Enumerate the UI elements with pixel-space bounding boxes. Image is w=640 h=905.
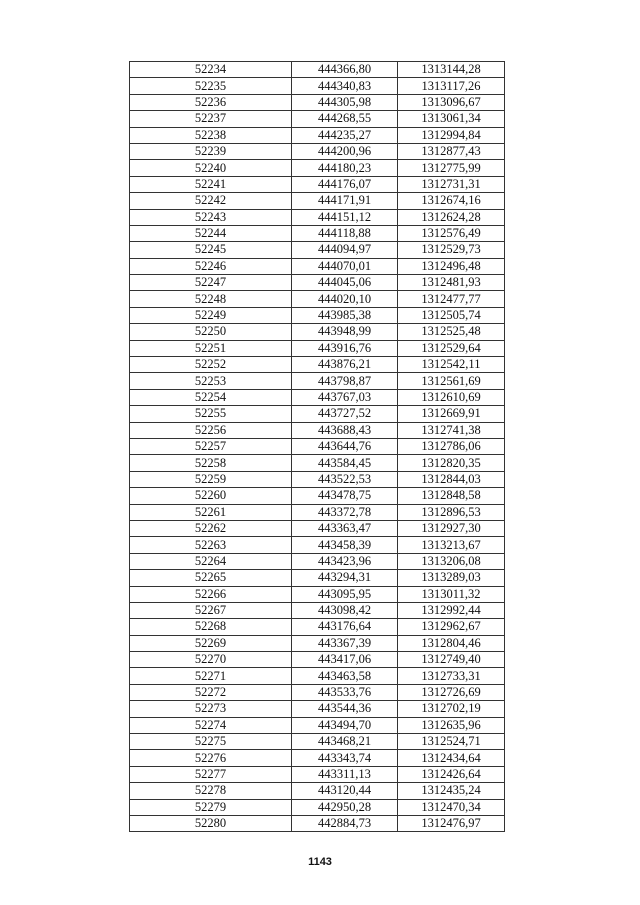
- y-coordinate-cell: 1312731,31: [398, 176, 505, 192]
- table-row: [130, 652, 505, 668]
- point-id-cell: 52245: [130, 242, 292, 258]
- table-row: [130, 225, 505, 241]
- y-coordinate-cell: 1312529,64: [398, 340, 505, 356]
- x-coordinate-cell: 443417,06: [292, 652, 398, 668]
- y-coordinate-cell: 1312576,49: [398, 225, 505, 241]
- table-row: [130, 488, 505, 504]
- y-coordinate-cell: 1313144,28: [398, 62, 505, 78]
- x-coordinate-cell: 444268,55: [292, 111, 398, 127]
- y-coordinate-cell: 1312848,58: [398, 488, 505, 504]
- table-row: [130, 422, 505, 438]
- table-row: [130, 815, 505, 831]
- y-coordinate-cell: 1312542,11: [398, 357, 505, 373]
- y-coordinate-cell: 1312426,64: [398, 766, 505, 782]
- x-coordinate-cell: 444070,01: [292, 258, 398, 274]
- x-coordinate-cell: 443644,76: [292, 438, 398, 454]
- y-coordinate-cell: 1312674,16: [398, 193, 505, 209]
- table-row: [130, 520, 505, 536]
- point-id-cell: 52241: [130, 176, 292, 192]
- y-coordinate-cell: 1313011,32: [398, 586, 505, 602]
- x-coordinate-cell: 443948,99: [292, 324, 398, 340]
- point-id-cell: 52274: [130, 717, 292, 733]
- point-id-cell: 52251: [130, 340, 292, 356]
- coordinates-table: [129, 61, 505, 832]
- table-row: [130, 717, 505, 733]
- x-coordinate-cell: 444045,06: [292, 275, 398, 291]
- table-row: [130, 471, 505, 487]
- y-coordinate-cell: 1312435,24: [398, 783, 505, 799]
- y-coordinate-cell: 1313206,08: [398, 553, 505, 569]
- y-coordinate-cell: 1312434,64: [398, 750, 505, 766]
- y-coordinate-cell: 1312804,46: [398, 635, 505, 651]
- table-row: [130, 340, 505, 356]
- x-coordinate-cell: 444020,10: [292, 291, 398, 307]
- y-coordinate-cell: 1313213,67: [398, 537, 505, 553]
- point-id-cell: 52244: [130, 225, 292, 241]
- y-coordinate-cell: 1312635,96: [398, 717, 505, 733]
- x-coordinate-cell: 443468,21: [292, 734, 398, 750]
- table-row: [130, 684, 505, 700]
- x-coordinate-cell: 444094,97: [292, 242, 398, 258]
- y-coordinate-cell: 1312525,48: [398, 324, 505, 340]
- x-coordinate-cell: 442950,28: [292, 799, 398, 815]
- point-id-cell: 52280: [130, 815, 292, 831]
- y-coordinate-cell: 1312476,97: [398, 815, 505, 831]
- point-id-cell: 52269: [130, 635, 292, 651]
- y-coordinate-cell: 1312992,44: [398, 602, 505, 618]
- x-coordinate-cell: 444151,12: [292, 209, 398, 225]
- x-coordinate-cell: 443798,87: [292, 373, 398, 389]
- x-coordinate-cell: 443478,75: [292, 488, 398, 504]
- page-number: 1143: [308, 856, 332, 868]
- table-row: [130, 143, 505, 159]
- table-row: [130, 668, 505, 684]
- x-coordinate-cell: 443463,58: [292, 668, 398, 684]
- y-coordinate-cell: 1312726,69: [398, 684, 505, 700]
- x-coordinate-cell: 442884,73: [292, 815, 398, 831]
- y-coordinate-cell: 1312927,30: [398, 520, 505, 536]
- x-coordinate-cell: 444171,91: [292, 193, 398, 209]
- point-id-cell: 52248: [130, 291, 292, 307]
- x-coordinate-cell: 443584,45: [292, 455, 398, 471]
- table-row: [130, 373, 505, 389]
- point-id-cell: 52255: [130, 406, 292, 422]
- table-row: [130, 62, 505, 78]
- x-coordinate-cell: 443372,78: [292, 504, 398, 520]
- x-coordinate-cell: 443533,76: [292, 684, 398, 700]
- y-coordinate-cell: 1312844,03: [398, 471, 505, 487]
- point-id-cell: 52234: [130, 62, 292, 78]
- point-id-cell: 52265: [130, 570, 292, 586]
- x-coordinate-cell: 443176,64: [292, 619, 398, 635]
- y-coordinate-cell: 1312994,84: [398, 127, 505, 143]
- y-coordinate-cell: 1313117,26: [398, 78, 505, 94]
- x-coordinate-cell: 444118,88: [292, 225, 398, 241]
- y-coordinate-cell: 1313096,67: [398, 94, 505, 110]
- point-id-cell: 52254: [130, 389, 292, 405]
- x-coordinate-cell: 443688,43: [292, 422, 398, 438]
- table-row: [130, 242, 505, 258]
- point-id-cell: 52237: [130, 111, 292, 127]
- x-coordinate-cell: 443985,38: [292, 307, 398, 323]
- x-coordinate-cell: 444235,27: [292, 127, 398, 143]
- y-coordinate-cell: 1312775,99: [398, 160, 505, 176]
- table-row: [130, 570, 505, 586]
- point-id-cell: 52256: [130, 422, 292, 438]
- x-coordinate-cell: 443544,36: [292, 701, 398, 717]
- table-row: [130, 291, 505, 307]
- point-id-cell: 52260: [130, 488, 292, 504]
- table-row: [130, 78, 505, 94]
- x-coordinate-cell: 443876,21: [292, 357, 398, 373]
- point-id-cell: 52276: [130, 750, 292, 766]
- point-id-cell: 52263: [130, 537, 292, 553]
- point-id-cell: 52243: [130, 209, 292, 225]
- table-row: [130, 504, 505, 520]
- table-row: [130, 635, 505, 651]
- x-coordinate-cell: 443294,31: [292, 570, 398, 586]
- point-id-cell: 52278: [130, 783, 292, 799]
- point-id-cell: 52272: [130, 684, 292, 700]
- y-coordinate-cell: 1312702,19: [398, 701, 505, 717]
- table-row: [130, 176, 505, 192]
- x-coordinate-cell: 443727,52: [292, 406, 398, 422]
- y-coordinate-cell: 1312477,77: [398, 291, 505, 307]
- y-coordinate-cell: 1312820,35: [398, 455, 505, 471]
- y-coordinate-cell: 1312962,67: [398, 619, 505, 635]
- y-coordinate-cell: 1312481,93: [398, 275, 505, 291]
- point-id-cell: 52239: [130, 143, 292, 159]
- x-coordinate-cell: 443311,13: [292, 766, 398, 782]
- table-row: [130, 389, 505, 405]
- point-id-cell: 52240: [130, 160, 292, 176]
- point-id-cell: 52268: [130, 619, 292, 635]
- point-id-cell: 52257: [130, 438, 292, 454]
- x-coordinate-cell: 444180,23: [292, 160, 398, 176]
- table-row: [130, 275, 505, 291]
- point-id-cell: 52262: [130, 520, 292, 536]
- table-row: [130, 537, 505, 553]
- x-coordinate-cell: 444366,80: [292, 62, 398, 78]
- point-id-cell: 52279: [130, 799, 292, 815]
- y-coordinate-cell: 1312624,28: [398, 209, 505, 225]
- point-id-cell: 52275: [130, 734, 292, 750]
- table-row: [130, 783, 505, 799]
- point-id-cell: 52249: [130, 307, 292, 323]
- table-row: [130, 111, 505, 127]
- point-id-cell: 52247: [130, 275, 292, 291]
- x-coordinate-cell: 443423,96: [292, 553, 398, 569]
- table-row: [130, 602, 505, 618]
- y-coordinate-cell: 1312610,69: [398, 389, 505, 405]
- table-row: [130, 553, 505, 569]
- x-coordinate-cell: 444176,07: [292, 176, 398, 192]
- y-coordinate-cell: 1312505,74: [398, 307, 505, 323]
- point-id-cell: 52267: [130, 602, 292, 618]
- table-row: [130, 586, 505, 602]
- point-id-cell: 52253: [130, 373, 292, 389]
- table-row: [130, 193, 505, 209]
- point-id-cell: 52270: [130, 652, 292, 668]
- table-row: [130, 307, 505, 323]
- point-id-cell: 52238: [130, 127, 292, 143]
- x-coordinate-cell: 443494,70: [292, 717, 398, 733]
- coordinates-table-body: [130, 62, 505, 832]
- point-id-cell: 52261: [130, 504, 292, 520]
- y-coordinate-cell: 1312529,73: [398, 242, 505, 258]
- x-coordinate-cell: 443120,44: [292, 783, 398, 799]
- x-coordinate-cell: 443343,74: [292, 750, 398, 766]
- y-coordinate-cell: 1312896,53: [398, 504, 505, 520]
- y-coordinate-cell: 1312561,69: [398, 373, 505, 389]
- table-row: [130, 160, 505, 176]
- point-id-cell: 52264: [130, 553, 292, 569]
- point-id-cell: 52273: [130, 701, 292, 717]
- y-coordinate-cell: 1312786,06: [398, 438, 505, 454]
- y-coordinate-cell: 1312741,38: [398, 422, 505, 438]
- x-coordinate-cell: 443098,42: [292, 602, 398, 618]
- point-id-cell: 52259: [130, 471, 292, 487]
- y-coordinate-cell: 1312877,43: [398, 143, 505, 159]
- x-coordinate-cell: 444340,83: [292, 78, 398, 94]
- y-coordinate-cell: 1312496,48: [398, 258, 505, 274]
- table-row: [130, 750, 505, 766]
- table-row: [130, 799, 505, 815]
- point-id-cell: 52266: [130, 586, 292, 602]
- y-coordinate-cell: 1312470,34: [398, 799, 505, 815]
- x-coordinate-cell: 443458,39: [292, 537, 398, 553]
- x-coordinate-cell: 444305,98: [292, 94, 398, 110]
- table-row: [130, 258, 505, 274]
- table-row: [130, 619, 505, 635]
- y-coordinate-cell: 1312749,40: [398, 652, 505, 668]
- y-coordinate-cell: 1312733,31: [398, 668, 505, 684]
- point-id-cell: 52236: [130, 94, 292, 110]
- point-id-cell: 52235: [130, 78, 292, 94]
- point-id-cell: 52250: [130, 324, 292, 340]
- table-row: [130, 127, 505, 143]
- table-row: [130, 734, 505, 750]
- table-row: [130, 324, 505, 340]
- point-id-cell: 52252: [130, 357, 292, 373]
- y-coordinate-cell: 1312669,91: [398, 406, 505, 422]
- table-row: [130, 455, 505, 471]
- y-coordinate-cell: 1312524,71: [398, 734, 505, 750]
- table-row: [130, 438, 505, 454]
- table-row: [130, 406, 505, 422]
- point-id-cell: 52258: [130, 455, 292, 471]
- x-coordinate-cell: 443095,95: [292, 586, 398, 602]
- table-row: [130, 357, 505, 373]
- table-row: [130, 701, 505, 717]
- x-coordinate-cell: 443363,47: [292, 520, 398, 536]
- x-coordinate-cell: 443916,76: [292, 340, 398, 356]
- y-coordinate-cell: 1313289,03: [398, 570, 505, 586]
- point-id-cell: 52277: [130, 766, 292, 782]
- x-coordinate-cell: 443522,53: [292, 471, 398, 487]
- point-id-cell: 52242: [130, 193, 292, 209]
- x-coordinate-cell: 443767,03: [292, 389, 398, 405]
- table-row: [130, 94, 505, 110]
- y-coordinate-cell: 1313061,34: [398, 111, 505, 127]
- table-row: [130, 766, 505, 782]
- x-coordinate-cell: 443367,39: [292, 635, 398, 651]
- point-id-cell: 52271: [130, 668, 292, 684]
- x-coordinate-cell: 444200,96: [292, 143, 398, 159]
- table-row: [130, 209, 505, 225]
- point-id-cell: 52246: [130, 258, 292, 274]
